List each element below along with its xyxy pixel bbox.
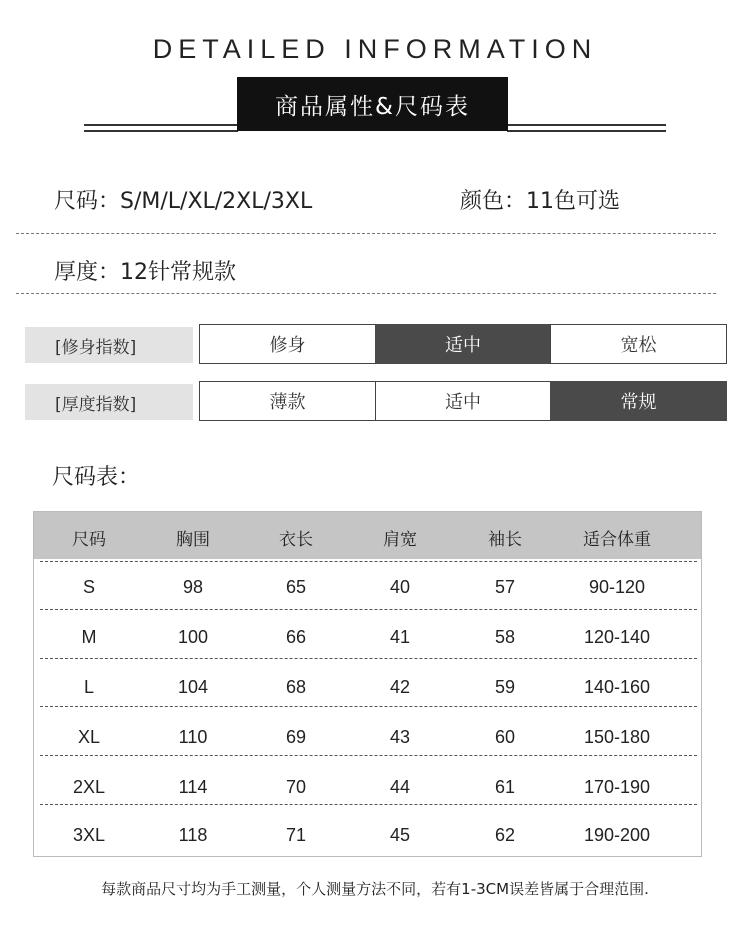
table-cell: 110 bbox=[178, 727, 208, 747]
table-cell: 58 bbox=[494, 627, 516, 647]
column-header: 肩宽 bbox=[383, 530, 417, 550]
table-cell: S bbox=[82, 577, 95, 597]
fit-index-label: [修身指数] bbox=[25, 327, 193, 363]
table-row bbox=[34, 612, 701, 662]
size-attribute: 尺码：S/M/L/XL/2XL/3XL bbox=[54, 189, 313, 214]
table-cell: 65 bbox=[285, 577, 307, 597]
table-cell: 57 bbox=[494, 577, 516, 597]
fit-option-slim: 修身 bbox=[199, 324, 376, 364]
fit-option-loose: 宽松 bbox=[550, 324, 727, 364]
table-cell: 60 bbox=[494, 727, 516, 747]
table-cell: 3XL bbox=[72, 825, 106, 845]
column-header: 衣长 bbox=[279, 530, 313, 550]
table-cell: 61 bbox=[494, 777, 516, 797]
table-cell: 43 bbox=[389, 727, 411, 747]
divider bbox=[16, 233, 716, 234]
column-header: 尺码 bbox=[72, 530, 106, 550]
table-cell: 98 bbox=[182, 577, 204, 597]
row-divider bbox=[40, 706, 697, 707]
table-cell: L bbox=[83, 677, 94, 697]
thickness-attribute: 厚度：12针常规款 bbox=[54, 260, 236, 285]
column-header: 胸围 bbox=[176, 530, 210, 550]
table-cell: 90-120 bbox=[588, 577, 646, 597]
table-row bbox=[34, 810, 701, 860]
table-cell: 104 bbox=[177, 677, 209, 697]
table-row bbox=[34, 562, 701, 612]
table-cell: 45 bbox=[389, 825, 411, 845]
divider bbox=[16, 293, 716, 294]
row-divider bbox=[40, 658, 697, 659]
english-title: DETAILED INFORMATION bbox=[152, 34, 598, 64]
fit-option-regular: 适中 bbox=[375, 324, 551, 364]
table-row bbox=[34, 662, 701, 712]
row-divider bbox=[40, 755, 697, 756]
table-cell: 59 bbox=[494, 677, 516, 697]
table-cell: 100 bbox=[177, 627, 209, 647]
table-cell: 71 bbox=[285, 825, 307, 845]
row-divider bbox=[40, 609, 697, 610]
measurement-note: 每款商品尺寸均为手工测量，个人测量方法不同，若有1-3CM误差皆属于合理范围. bbox=[101, 880, 649, 898]
section-title-box bbox=[237, 77, 508, 131]
table-cell: 68 bbox=[285, 677, 307, 697]
section-title: 商品属性&尺码表 bbox=[275, 93, 470, 120]
table-cell: 62 bbox=[494, 825, 516, 845]
thickness-option-medium: 适中 bbox=[375, 381, 551, 421]
column-header: 袖长 bbox=[488, 530, 522, 550]
thickness-option-thin: 薄款 bbox=[199, 381, 376, 421]
left-rule-bottom bbox=[84, 130, 238, 132]
row-divider bbox=[40, 804, 697, 805]
table-cell: 114 bbox=[178, 777, 208, 797]
thickness-option-regular: 常规 bbox=[550, 381, 727, 421]
table-cell: 118 bbox=[178, 825, 208, 845]
table-cell: 69 bbox=[285, 727, 307, 747]
table-cell: 42 bbox=[389, 677, 411, 697]
table-cell: XL bbox=[77, 727, 101, 747]
thickness-index-label: [厚度指数] bbox=[25, 384, 193, 420]
size-chart-title: 尺码表： bbox=[52, 465, 141, 490]
table-cell: 170-190 bbox=[583, 777, 651, 797]
table-cell: M bbox=[81, 627, 97, 647]
color-attribute: 颜色：11色可选 bbox=[460, 189, 620, 214]
right-rule-top bbox=[507, 124, 666, 126]
table-cell: 150-180 bbox=[583, 727, 651, 747]
table-cell: 41 bbox=[389, 627, 411, 647]
table-cell: 44 bbox=[389, 777, 411, 797]
table-cell: 2XL bbox=[72, 777, 106, 797]
column-header: 适合体重 bbox=[583, 530, 651, 550]
table-cell: 190-200 bbox=[583, 825, 651, 845]
table-cell: 40 bbox=[389, 577, 411, 597]
table-cell: 140-160 bbox=[583, 677, 651, 697]
left-rule-top bbox=[84, 124, 238, 126]
table-cell: 70 bbox=[285, 777, 307, 797]
table-header bbox=[34, 512, 701, 559]
right-rule-bottom bbox=[507, 130, 666, 132]
table-cell: 66 bbox=[285, 627, 307, 647]
table-cell: 120-140 bbox=[583, 627, 651, 647]
size-table bbox=[33, 511, 702, 857]
